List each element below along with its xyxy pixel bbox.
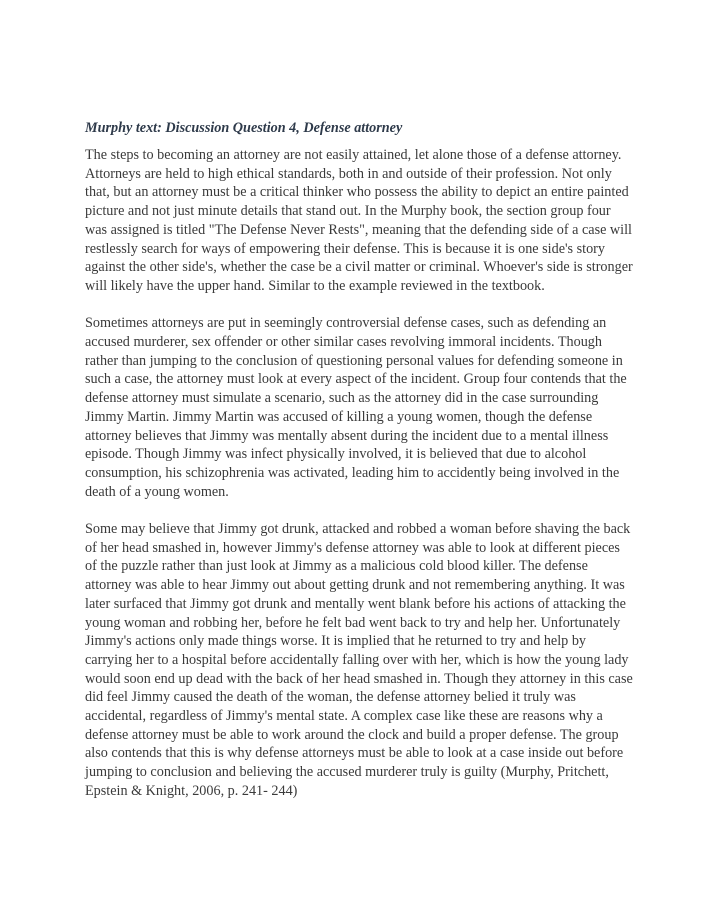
paragraph-3: Some may believe that Jimmy got drunk, attacked and robbed a woman before shaving the back of her head smashed in, however Jimmy's defense attorney was able to look at different pieces of the puzzle rather than just look at Jimmy as a malicious cold blood killer. The defense attorney was able to hear Jimmy out about getting drunk and not remembering anything. It was later surfaced that Jimmy got drunk and mentally went blank before his actions of attacking the young woman and robbing her, before he felt bad went back to try and help her. Unfortunately Jimmy's actions only made things worse. It is implied that he returned to try and help by carrying her to a hospital before accidentally falling over with her, which is how the young lady would soon end up dead with the back of her head smashed in. Though they attorney in this case did feel Jimmy caused the death of the woman, the defense attorney belied it truly was accidental, regardless of Jimmy's mental state. A complex case like these are reasons why a defense attorney must be able to work around the clock and build a proper defense. The group also contends that this is why defense attorneys must be able to look at a case inside out before jumping to conclusion and believing the accused murderer truly is guilty (Murphy, Pritchett, Epstein & Knight, 2006, p. 241- 244) xyxy=(85,521,633,799)
paragraph-2: Sometimes attorneys are put in seemingly controversial defense cases, such as defending an accused murderer, sex offender or other similar cases revolving immoral incidents. Though rather than jumping to the conclusion of questioning personal values for defending someone in such a case, the attorney must look at every aspect of the incident. Group four contends that the defense attorney must simulate a scenario, such as the attorney did in the case surrounding Jimmy Martin. Jimmy Martin was accused of killing a young women, though the defense attorney believes that Jimmy was mentally absent during the incident due to a mental illness episode. Though Jimmy was infect physically involved, it is believed that due to alcohol consumption, his schizophrenia was activated, leading him to accidently being involved in the death of a young women. xyxy=(85,315,627,500)
document-heading: Murphy text: Discussion Question 4, Defense attorney xyxy=(85,120,403,136)
document-page xyxy=(85,118,635,819)
paragraph-1: The steps to becoming an attorney are not easily attained, let alone those of a defense attorney. Attorneys are held to high ethical standards, both in and outside of their profession. Not only that, but an attorney must be a critical thinker who possess the ability to depict an entire painted picture and not just minute details that stand out. In the Murphy book, the section group four was assigned is titled "The Defense Never Rests", meaning that the defending side of a case will restlessly search for ways of empowering their defense. This is because it is one side's story against the other side's, whether the case be a civil matter or criminal. Whoever's side is stronger will likely have the upper hand. Similar to the example reviewed in the textbook. xyxy=(85,147,633,294)
